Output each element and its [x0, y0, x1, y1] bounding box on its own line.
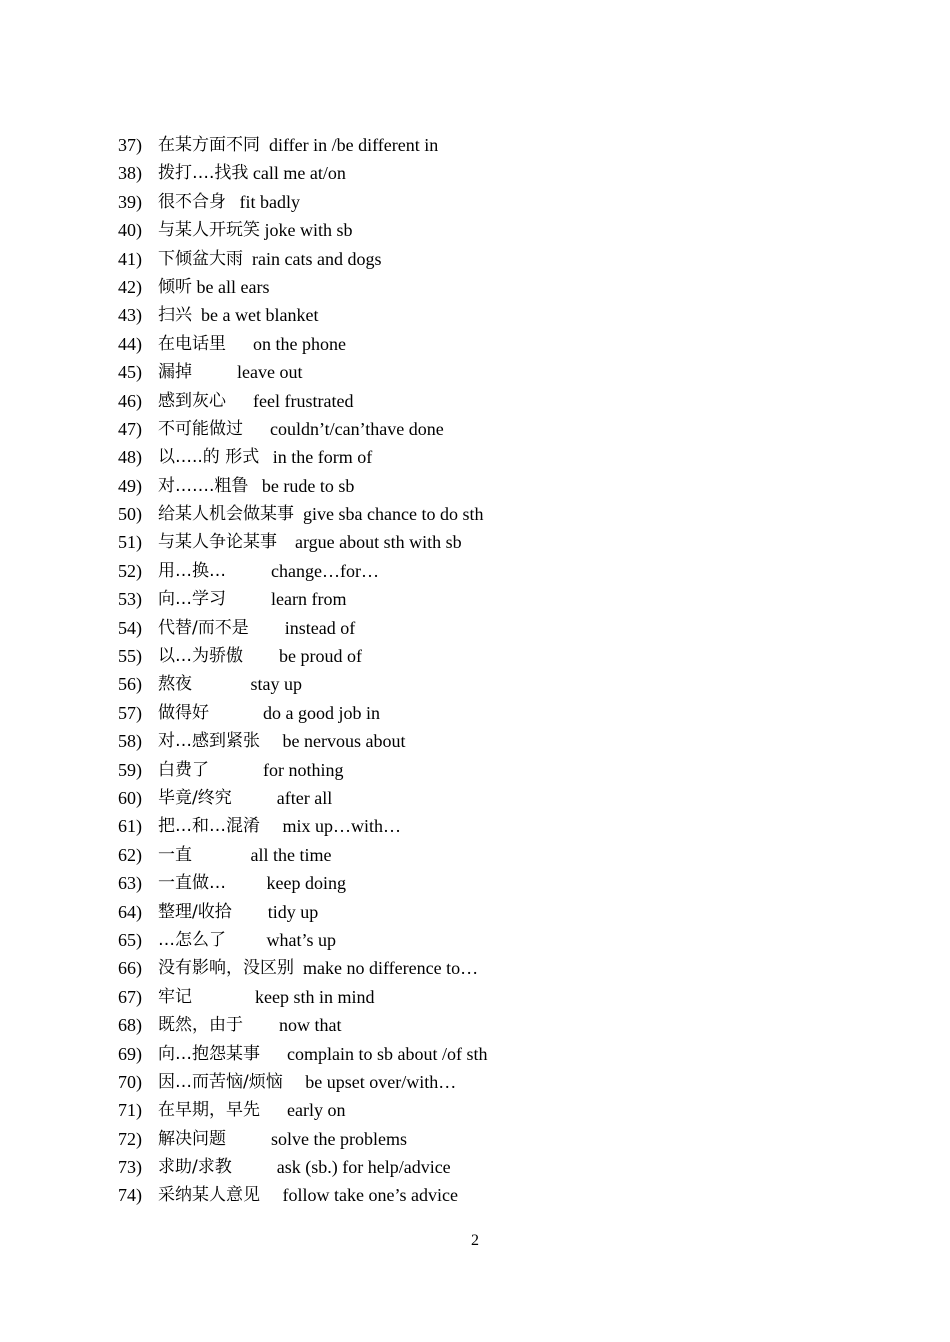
chinese-meaning: 没有影响，没区别 [158, 958, 294, 979]
chinese-meaning: 漏掉 [158, 362, 192, 383]
list-item [118, 159, 878, 187]
chinese-meaning: 求助/求教 [158, 1157, 232, 1178]
english-phrase: tidy up [267, 901, 319, 922]
list-item-number: 60) [118, 787, 142, 808]
english-phrase: couldn’t/can’thave done [270, 418, 444, 439]
spacer [260, 727, 283, 755]
chinese-meaning: 扫兴 [158, 305, 192, 326]
english-phrase: be rude to sb [261, 475, 355, 496]
spacer [243, 642, 279, 670]
english-phrase: differ in /be different in [269, 135, 439, 155]
list-item [118, 1011, 878, 1039]
english-phrase: be a wet blanket [201, 305, 319, 326]
chinese-meaning: 不可能做过 [158, 418, 243, 439]
spacer [209, 699, 263, 727]
english-phrase: make no difference to… [303, 958, 479, 979]
spacer [259, 443, 273, 471]
english-phrase: early on [287, 1100, 346, 1121]
spacer [226, 330, 253, 358]
chinese-meaning: 与某人开玩笑 [158, 220, 260, 241]
chinese-meaning: 拨打….找我 [158, 163, 249, 184]
english-phrase: solve the problems [271, 1128, 407, 1149]
english-phrase: for nothing [263, 759, 344, 780]
chinese-meaning: 以…为骄傲 [158, 646, 243, 667]
spacer [294, 500, 303, 528]
english-phrase: rain cats and dogs [252, 248, 382, 269]
list-item [118, 670, 878, 698]
list-item-number: 70) [118, 1071, 142, 1092]
english-phrase: mix up…with… [282, 816, 402, 837]
list-item-number: 39) [118, 191, 142, 212]
list-item-number: 38) [118, 163, 142, 184]
list-item [118, 784, 878, 812]
list-item [118, 983, 878, 1011]
spacer [226, 387, 253, 415]
list-item-number: 37) [118, 135, 142, 155]
page-number: 2 [471, 1232, 479, 1249]
english-phrase: complain to sb about /of sth [287, 1043, 488, 1064]
list-item [118, 1096, 878, 1124]
chinese-meaning: 在某方面不同 [158, 135, 260, 155]
list-item-number: 56) [118, 674, 142, 695]
list-item-number: 49) [118, 475, 142, 496]
list-item-number: 42) [118, 276, 142, 297]
list-item [118, 1040, 878, 1068]
list-item-number: 65) [118, 929, 142, 950]
chinese-meaning: 采纳某人意见 [158, 1185, 260, 1206]
english-phrase: fit badly [239, 191, 300, 212]
english-phrase: on the phone [253, 333, 346, 354]
phrase-list [118, 131, 878, 1210]
list-item [118, 245, 878, 273]
spacer [260, 1181, 283, 1209]
list-item-number: 50) [118, 504, 142, 525]
list-item-number: 52) [118, 560, 142, 581]
chinese-meaning: 对…….粗鲁 [158, 475, 249, 496]
list-item [118, 756, 878, 784]
list-item-number: 71) [118, 1100, 142, 1121]
list-item [118, 1181, 878, 1209]
list-item-number: 55) [118, 646, 142, 667]
english-phrase: after all [276, 787, 333, 808]
list-item-number: 58) [118, 731, 142, 752]
chinese-meaning: 在早期，早先 [158, 1100, 260, 1121]
spacer [260, 131, 269, 159]
list-item-number: 57) [118, 702, 142, 723]
english-phrase: call me at/on [252, 163, 346, 184]
spacer [192, 358, 237, 386]
list-item-number: 48) [118, 447, 142, 468]
spacer [260, 1096, 287, 1124]
chinese-meaning: 做得好 [158, 702, 209, 723]
spacer [192, 301, 201, 329]
list-item-number: 62) [118, 844, 142, 865]
list-item-number: 40) [118, 220, 142, 241]
list-item-number: 53) [118, 589, 142, 610]
chinese-meaning: 用…换… [158, 560, 226, 581]
list-item [118, 812, 878, 840]
english-phrase: keep sth in mind [255, 986, 375, 1007]
list-item [118, 727, 878, 755]
list-item [118, 585, 878, 613]
spacer [192, 670, 251, 698]
spacer [260, 812, 283, 840]
list-item [118, 472, 878, 500]
chinese-meaning: 因…而苦恼/烦恼 [158, 1071, 283, 1092]
list-item [118, 557, 878, 585]
spacer [209, 756, 263, 784]
list-item [118, 188, 878, 216]
chinese-meaning: 向…学习 [158, 589, 226, 610]
chinese-meaning: 一直做… [158, 873, 226, 894]
spacer [277, 528, 295, 556]
chinese-meaning: 感到灰心 [158, 390, 226, 411]
chinese-meaning: 对…感到紧张 [158, 731, 260, 752]
spacer [248, 472, 262, 500]
chinese-meaning: 整理/收拾 [158, 901, 232, 922]
list-item-number: 66) [118, 958, 142, 979]
list-item [118, 443, 878, 471]
list-item-number: 44) [118, 333, 142, 354]
list-item-number: 43) [118, 305, 142, 326]
list-item-number: 63) [118, 873, 142, 894]
list-item [118, 642, 878, 670]
list-item-number: 59) [118, 759, 142, 780]
english-phrase: instead of [284, 617, 356, 638]
english-phrase: be upset over/with… [305, 1071, 457, 1092]
chinese-meaning: 既然，由于 [158, 1015, 243, 1036]
list-item-number: 68) [118, 1015, 142, 1036]
list-item [118, 954, 878, 982]
spacer [226, 585, 271, 613]
english-phrase: be nervous about [282, 731, 406, 752]
english-phrase: change…for… [271, 560, 379, 581]
chinese-meaning: 给某人机会做某事 [158, 504, 294, 525]
english-phrase: stay up [250, 674, 302, 695]
list-item [118, 528, 878, 556]
list-item [118, 926, 878, 954]
list-item-number: 61) [118, 816, 142, 837]
spacer [232, 1153, 277, 1181]
list-item-number: 73) [118, 1157, 142, 1178]
list-item [118, 1125, 878, 1153]
list-item-number: 46) [118, 390, 142, 411]
english-phrase: do a good job in [263, 702, 380, 723]
list-item-number: 67) [118, 986, 142, 1007]
list-item-number: 47) [118, 418, 142, 439]
spacer [232, 784, 277, 812]
list-item-number: 69) [118, 1043, 142, 1064]
chinese-meaning: 牢记 [158, 986, 192, 1007]
chinese-meaning: 毕竟/终究 [158, 787, 232, 808]
list-item [118, 500, 878, 528]
chinese-meaning: 下倾盆大雨 [158, 248, 243, 269]
spacer [294, 954, 303, 982]
list-item [118, 1153, 878, 1181]
english-phrase: keep doing [266, 873, 346, 894]
chinese-meaning: 白费了 [158, 759, 209, 780]
list-item [118, 898, 878, 926]
english-phrase: follow take one’s advice [282, 1185, 458, 1206]
list-item-number: 54) [118, 617, 142, 638]
list-item [118, 699, 878, 727]
list-item-number: 64) [118, 901, 142, 922]
list-item-number: 51) [118, 532, 142, 553]
english-phrase: now that [279, 1015, 342, 1036]
chinese-meaning: 代替/而不是 [158, 617, 249, 638]
chinese-meaning: 一直 [158, 844, 192, 865]
english-phrase: learn from [271, 589, 347, 610]
english-phrase: what’s up [266, 929, 336, 950]
spacer [249, 614, 285, 642]
spacer [192, 841, 251, 869]
english-phrase: be all ears [196, 276, 270, 297]
spacer [243, 1011, 279, 1039]
list-item [118, 301, 878, 329]
list-item-number: 74) [118, 1185, 142, 1206]
chinese-meaning: 在电话里 [158, 333, 226, 354]
list-item [118, 330, 878, 358]
english-phrase: be proud of [279, 646, 362, 667]
english-phrase: in the form of [272, 447, 373, 468]
spacer [226, 1125, 271, 1153]
chinese-meaning: …怎么了 [158, 929, 226, 950]
spacer [192, 983, 255, 1011]
list-item [118, 216, 878, 244]
english-phrase: feel frustrated [253, 390, 354, 411]
spacer [226, 557, 271, 585]
spacer [243, 245, 252, 273]
list-item-number: 45) [118, 362, 142, 383]
english-phrase: joke with sb [264, 220, 353, 241]
spacer [226, 926, 267, 954]
english-phrase: leave out [237, 362, 303, 383]
spacer [283, 1068, 306, 1096]
chinese-meaning: 把…和…混淆 [158, 816, 260, 837]
list-item [118, 358, 878, 386]
english-phrase: argue about sth with sb [295, 532, 462, 553]
list-item-number: 41) [118, 248, 142, 269]
chinese-meaning: 熬夜 [158, 674, 192, 695]
spacer [260, 1040, 287, 1068]
list-item [118, 415, 878, 443]
chinese-meaning: 以…..的 形式 [158, 447, 260, 468]
chinese-meaning: 解决问题 [158, 1128, 226, 1149]
english-phrase: ask (sb.) for help/advice [276, 1157, 451, 1178]
list-item-number: 72) [118, 1128, 142, 1149]
chinese-meaning: 与某人争论某事 [158, 532, 277, 553]
list-item [118, 614, 878, 642]
english-phrase: give sba chance to do sth [303, 504, 484, 525]
chinese-meaning: 倾听 [158, 276, 192, 297]
spacer [226, 869, 267, 897]
spacer [226, 188, 240, 216]
list-item [118, 131, 878, 159]
english-phrase: all the time [250, 844, 332, 865]
list-item [118, 273, 878, 301]
list-item [118, 841, 878, 869]
spacer [243, 415, 270, 443]
spacer [232, 898, 268, 926]
list-item [118, 387, 878, 415]
chinese-meaning: 很不合身 [158, 191, 226, 212]
list-item [118, 869, 878, 897]
list-item [118, 1068, 878, 1096]
chinese-meaning: 向…抱怨某事 [158, 1043, 260, 1064]
